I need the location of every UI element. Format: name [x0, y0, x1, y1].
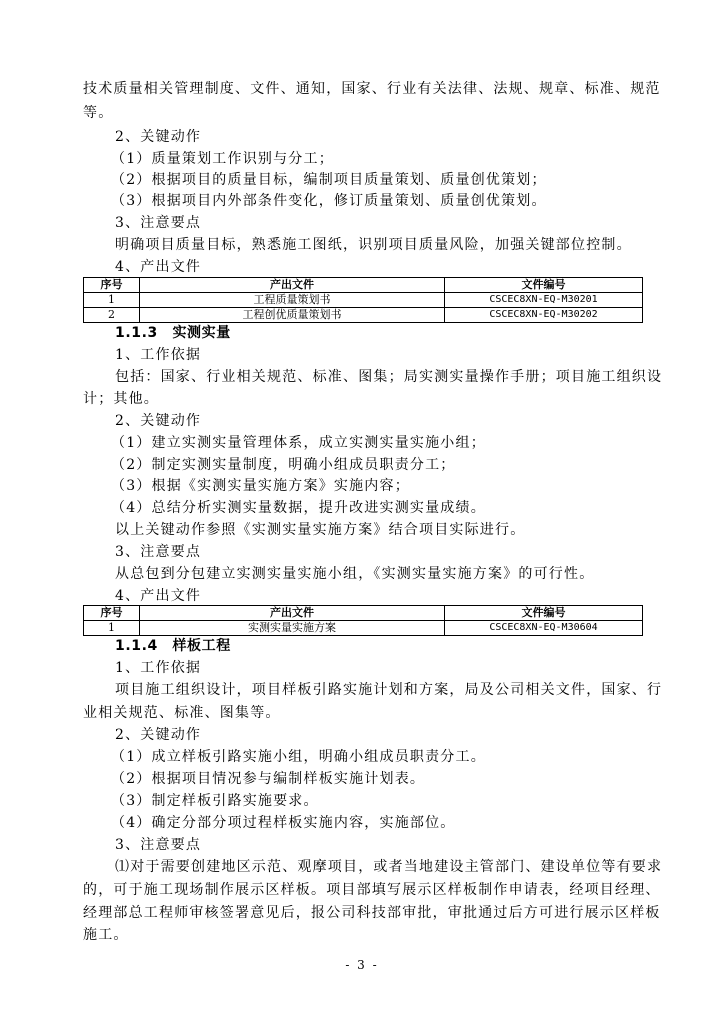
- section-heading-1-1-4: 1.1.4 样板工程: [115, 638, 231, 654]
- basis-text-line: 等。: [83, 105, 114, 121]
- table-row: [84, 293, 643, 308]
- notes-text-line: ⑴对于需要创建地区示范、观摩项目，或者当地建设主管部门、建设单位等有要求: [115, 859, 663, 875]
- section-heading-1-1-3: 1.1.3 实测实量: [115, 325, 231, 341]
- basis-title: 1、工作依据: [115, 660, 202, 676]
- basis-text-line: 技术质量相关管理制度、文件、通知，国家、行业有关法律、法规、规章、标准、规范: [83, 81, 661, 97]
- notes-title: 3、注意要点: [115, 215, 202, 231]
- notes-text-line: 施工。: [83, 927, 129, 943]
- cell-code: CSCEC8XN-EQ-M30604: [445, 621, 643, 636]
- action-item: （4）确定分部分项过程样板实施内容，实施部位。: [111, 815, 456, 831]
- basis-text-line: 项目施工组织设计，项目样板引路实施计划和方案，局及公司相关文件，国家、行: [115, 682, 663, 698]
- table-row: [84, 308, 643, 323]
- action-item: （2）根据项目的质量目标，编制项目质量策划、质量创优策划；: [111, 172, 547, 188]
- actions-title: 2、关键动作: [115, 413, 202, 429]
- cell-index: 1: [84, 621, 140, 636]
- notes-text: 从总包到分包建立实测实量实施小组，《实测实量实施方案》的可行性。: [115, 566, 595, 582]
- notes-text-line: 的，可于施工现场制作展示区样板。项目部填写展示区样板制作申请表，经项目经理、: [83, 882, 661, 898]
- page-number: - 3 -: [345, 958, 379, 972]
- action-item: （2）制定实测实量制度，明确小组成员职责分工；: [111, 457, 456, 473]
- notes-title: 3、注意要点: [115, 544, 202, 560]
- action-item: （3）根据《实测实量实施方案》实施内容；: [111, 478, 410, 494]
- cell-file: 实测实量实施方案: [140, 621, 445, 636]
- basis-title: 1、工作依据: [115, 347, 202, 363]
- action-item: （1）建立实测实量管理体系，成立实测实量实施小组；: [111, 435, 486, 451]
- header-file: 产出文件: [140, 278, 445, 293]
- action-item: （4）总结分析实测实量数据，提升改进实测实量成绩。: [111, 500, 486, 516]
- basis-text-line: 包括：国家、行业相关规范、标准、图集；局实测实量操作手册；项目施工组织设: [115, 369, 663, 385]
- table-header-row: [84, 606, 643, 621]
- basis-text-line: 计；其他。: [83, 391, 159, 407]
- actions-title: 2、关键动作: [115, 727, 202, 743]
- header-code: 文件编号: [445, 606, 643, 621]
- output-title: 4、产出文件: [115, 588, 202, 604]
- header-index: 序号: [84, 606, 140, 621]
- cell-code: CSCEC8XN-EQ-M30202: [445, 308, 643, 323]
- action-item: （1）成立样板引路实施小组，明确小组成员职责分工。: [111, 749, 486, 765]
- header-code: 文件编号: [445, 278, 643, 293]
- table-row: [84, 621, 643, 636]
- actions-title: 2、关键动作: [115, 129, 202, 145]
- notes-text: 明确项目质量目标，熟悉施工图纸，识别项目质量风险，加强关键部位控制。: [115, 237, 632, 253]
- header-file: 产出文件: [140, 606, 445, 621]
- cell-file: 工程质量策划书: [140, 293, 445, 308]
- action-item: （3）制定样板引路实施要求。: [111, 793, 319, 809]
- basis-text-line: 业相关规范、标准、图集等。: [83, 705, 281, 721]
- cell-code: CSCEC8XN-EQ-M30201: [445, 293, 643, 308]
- header-index: 序号: [84, 278, 140, 293]
- notes-title: 3、注意要点: [115, 837, 202, 853]
- action-item: （1）质量策划工作识别与分工；: [111, 151, 334, 167]
- action-item: （3）根据项目内外部条件变化，修订质量策划、质量创优策划。: [111, 193, 547, 209]
- table-header-row: [84, 278, 643, 293]
- cell-file: 工程创优质量策划书: [140, 308, 445, 323]
- action-item: （2）根据项目情况参与编制样板实施计划表。: [111, 771, 426, 787]
- notes-text-line: 经理部总工程师审核签署意见后，报公司科技部审批，审批通过后方可进行展示区样板: [83, 905, 661, 921]
- cell-index: 2: [84, 308, 140, 323]
- output-files-table: [83, 277, 643, 323]
- actions-note: 以上关键动作参照《实测实量实施方案》结合项目实际进行。: [115, 522, 526, 538]
- output-files-table: [83, 605, 643, 636]
- cell-index: 1: [84, 293, 140, 308]
- output-title: 4、产出文件: [115, 259, 202, 275]
